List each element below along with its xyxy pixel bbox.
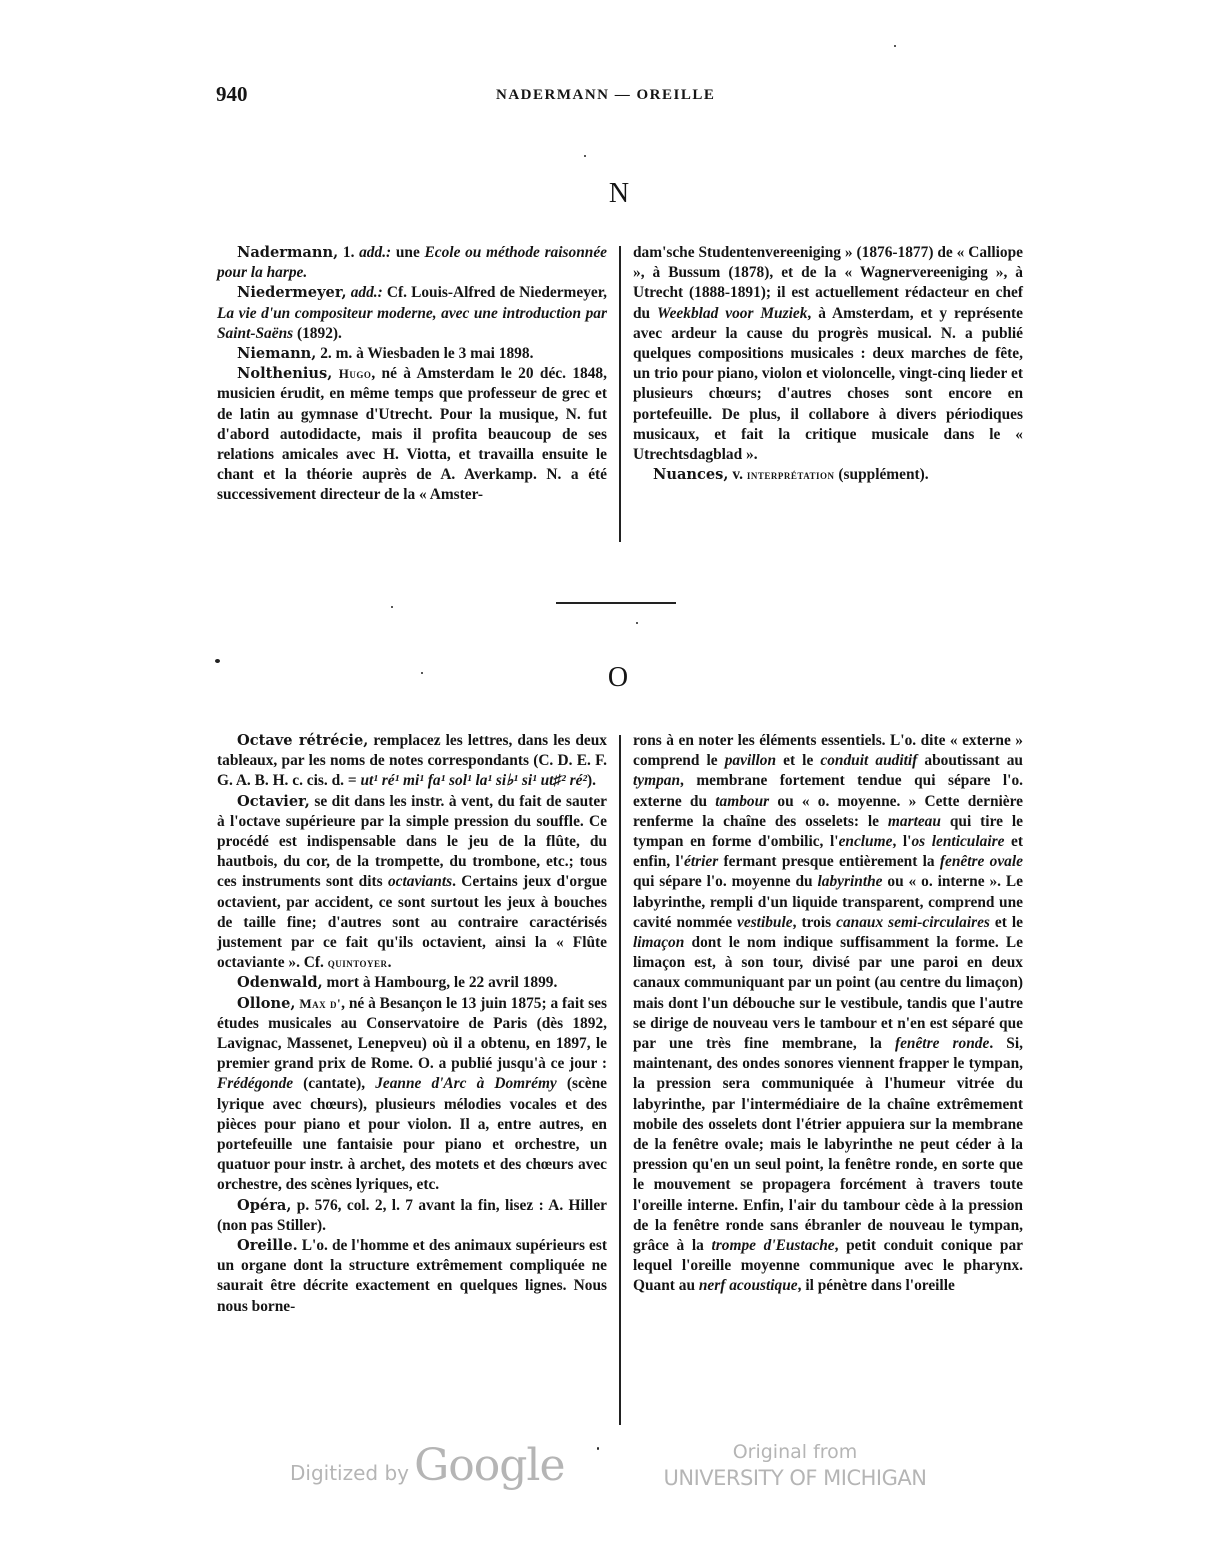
- section-o-left-column: [217, 731, 607, 1317]
- dictionary-entry: [633, 731, 1023, 1297]
- entry-headword: Octave rétrécie,: [237, 732, 369, 749]
- entry-text: (1892).: [293, 324, 342, 342]
- entry-headword: Odenwald,: [237, 974, 323, 992]
- dictionary-entry: [633, 243, 1023, 465]
- entry-italic-text: os lenticulaire: [911, 833, 1005, 851]
- speck: [391, 606, 393, 608]
- speck: [215, 659, 220, 663]
- entry-text: et enfin, l': [633, 833, 1024, 871]
- entry-headword: Octavier,: [237, 792, 310, 810]
- entry-italic-text: La vie d'un compositeur moderne, avec une introduction par Saint-Saëns: [217, 304, 607, 342]
- entry-italic-text: nerf acoustique: [698, 1277, 798, 1295]
- entry-text: Cf. Louis-Alfred de Niedermeyer,: [382, 284, 607, 302]
- entry-italic-text: add.:: [350, 284, 383, 302]
- entry-text: fermant presque entièrement la: [718, 853, 940, 871]
- entry-text: mort à Hambourg, le 22 avril 1899.: [322, 974, 558, 992]
- dictionary-entry: [217, 364, 607, 505]
- entry-italic-text: canaux semi-circulaires: [836, 913, 990, 931]
- speck: [421, 672, 423, 674]
- entry-italic-text: Ecole ou méthode raisonnée pour la harpe.: [217, 244, 607, 282]
- entry-italic-text: tambour: [715, 792, 770, 810]
- entry-small-caps-text: interprétation: [746, 467, 835, 483]
- dictionary-entry: [217, 344, 607, 364]
- entry-text: , il pénètre dans l'oreille: [797, 1277, 955, 1295]
- entry-headword: Niedermeyer,: [237, 284, 347, 302]
- entry-text: , né à Amsterdam le 20 déc. 1848, musicien érudit, en même temps que professeur de grec et de latin au gymnase d'Utrecht. Pour la musique, N. fut d'abord autodidacte, mais il profita beaucoup de ses relations amicales avec H. Viotta, et travailla ensuite le chant et la théorie auprès de A. Averkamp. N. a été successivement directeur de la « Amster-: [217, 365, 607, 504]
- entry-text: p. 576, col. 2, l. 7 avant la fin, lisez : A. Hiller (non pas Stiller).: [217, 1196, 607, 1234]
- running-head: NADERMANN — OREILLE: [496, 87, 716, 103]
- entry-italic-text: conduit auditif: [820, 752, 918, 770]
- speck: [894, 45, 896, 47]
- entry-text: ).: [587, 772, 597, 790]
- entry-text: , membrane fortement tendue qui sépare l'o. externe du: [633, 772, 1023, 810]
- entry-italic-text: Jeanne d'Arc à Domrémy: [375, 1075, 557, 1093]
- entry-headword: Nolthenius,: [237, 365, 333, 383]
- entry-text: remplacez les lettres, dans les deux tableaux, par les noms de notes correspondants (C. D. E. F. G. A. B. H. c. cis. d. =: [217, 732, 607, 790]
- section-n-left-column: [217, 243, 607, 506]
- section-letter-o: O: [607, 662, 629, 693]
- speck: [597, 1447, 599, 1450]
- entry-italic-text: fenêtre ronde: [894, 1035, 990, 1053]
- entry-text: L'o. de l'homme et des animaux supérieurs est un organe dont la structure extrêmement compliquée ne saurait être décrite exactement en quelques lignes. Nous nous borne-: [217, 1237, 607, 1315]
- entry-italic-text: enclume: [838, 833, 893, 851]
- entry-headword: Oreille.: [237, 1237, 298, 1255]
- entry-text: 1.: [338, 244, 360, 261]
- entry-italic-text: limaçon: [633, 934, 685, 952]
- column-divider: [619, 735, 621, 1425]
- entry-text: , l': [892, 833, 912, 851]
- dictionary-entry: [217, 1196, 607, 1236]
- entry-text: . Certains jeux d'orgue octavient, par accident, ce sont surtout les jeux à bouches de taille fine; d'autres sont au contraire caractérisés justement par ce fait qu'ils octavient, ainsi la « Flûte octaviante ». Cf.: [217, 873, 607, 972]
- university-name: UNIVERSITY OF MICHIGAN: [663, 1466, 927, 1490]
- digitized-prefix: Digitized by: [290, 1461, 409, 1485]
- entry-text: . Si, maintenant, des ondes sonores viennent frapper le tympan, la pression sera communiquée à l'humeur vitrée du labyrinthe, par l'intermédiaire de la chaîne extrêmement mobile des osselets dont l'étrier appuiera sur la membrane de la fenêtre ovale; mais le labyrinthe ne peut céder à la pression qu'en un seul point, la fenêtre ronde, en sorte que le mouvement se propagera forcément à travers toute l'oreille interne. Enfin, l'air du tambour cède à la pression de la fenêtre ronde sans ébranler de nouveau le tympan, grâce à la: [633, 1035, 1023, 1255]
- entry-text: (supplément).: [834, 466, 929, 484]
- page-number: 940: [216, 82, 248, 106]
- entry-text: dont le nom indique suffisamment la forme. Le limaçon est, à son tour, divisé par une paroi en deux canaux communiquant par un point (au centre du limaçon) mais dont l'un débouche sur le vestibule, tandis que l'autre se dirige de nouveau vers le tambour et n'en est séparé que par une très fine membrane, la: [633, 934, 1023, 1053]
- entry-text: dam'sche Studentenvereeniging » (1876-1877) de « Calliope », à Bussum (1878), et de la « Wagnervereeniging », à Utrecht (1888-1891); il est actuellement rédacteur en chef du: [633, 244, 1023, 322]
- entry-italic-text: fenêtre ovale: [939, 853, 1023, 871]
- entry-text: , à Amsterdam, et y représente avec ardeur la cause du progrès musical. N. a publié quelques compositions musicales : deux marches de fête, un trio pour piano, violon et violoncelle, vingt-cinq lieder et plusieurs chœurs; d'autres choses sont encore en portefeuille. De plus, il collabore à divers périodiques musicaux, et fait la critique musicale dans le « Utrechtsdagblad ».: [633, 304, 1023, 464]
- entry-small-caps-text: quintoyer: [327, 955, 388, 971]
- entry-italic-text: marteau: [887, 812, 941, 830]
- entry-italic-text: octaviants: [387, 873, 453, 891]
- dictionary-entry: [217, 731, 607, 792]
- section-n-right-column: [633, 243, 1023, 485]
- dictionary-entry: [217, 283, 607, 344]
- entry-headword: Nadermann,: [237, 244, 339, 261]
- entry-italic-text: pavillon: [724, 752, 777, 770]
- entry-italic-text: labyrinthe: [817, 873, 883, 891]
- section-o-right-column: [633, 731, 1023, 1297]
- entry-small-caps-text: Hugo: [338, 366, 372, 382]
- original-from-label: Original from: [732, 1441, 858, 1463]
- entry-text: et le: [776, 752, 821, 770]
- entry-text: rons à en noter les éléments essentiels. L'o. dite « externe » comprend le: [633, 732, 1023, 770]
- column-divider: [619, 246, 621, 542]
- entry-italic-text: add.:: [359, 244, 392, 261]
- entry-text: qui tire le tympan en forme d'ombilic, l': [633, 812, 1023, 851]
- entry-italic-text: tympan: [633, 772, 681, 790]
- section-separator-rule: [556, 602, 676, 604]
- dictionary-entry: [217, 1236, 607, 1317]
- entry-text: et le: [989, 913, 1024, 931]
- entry-italic-text: vestibule: [737, 913, 793, 931]
- entry-text: 2. m. à Wiesbaden le 3 mai 1898.: [316, 345, 534, 363]
- entry-text: , trois: [792, 913, 837, 931]
- entry-text: .: [387, 954, 392, 972]
- entry-headword: Ollone,: [237, 994, 296, 1012]
- dictionary-entry: [217, 792, 607, 974]
- entry-text: ou « o. moyenne. » Cette dernière renferme la chaîne des osselets: le: [633, 792, 1023, 830]
- entry-text: qui sépare l'o. moyenne du: [633, 873, 818, 891]
- speck: [584, 155, 586, 157]
- entry-text: ou « o. interne ». Le labyrinthe, rempli d'un liquide transparent, comprend une cavité nommée: [633, 873, 1023, 931]
- entry-text: , né à Besançon le 13 juin 1875; a fait ses études musicales au Conservatoire de Paris (dès 1892, Lavignac, Massenet, Lenepveu) où il a obtenu, en 1897, le premier grand prix de Rome. O. a publié jusqu'à ce jour :: [217, 994, 607, 1073]
- speck: [636, 622, 638, 624]
- original-from-watermark: [660, 1440, 930, 1492]
- entry-text: , petit conduit conique par lequel l'oreille moyenne communique avec le pharynx. Quant au: [633, 1237, 1023, 1295]
- digitized-by-google-watermark: [290, 1440, 565, 1491]
- entry-text: (scène lyrique avec chœurs), plusieurs mélodies vocales et des pièces pour piano et pour violon. Il a, entre autres, en portefeuille une fantaisie pour piano et orchestre, un quatuor pour instr. à archet, des motets et des chœurs avec orchestre, des scènes lyriques, etc.: [217, 1075, 608, 1194]
- entry-text: (cantate),: [293, 1075, 376, 1093]
- section-letter-n: N: [608, 178, 630, 209]
- entry-italic-text: Frédégonde: [217, 1075, 294, 1093]
- entry-text: se dit dans les instr. à vent, du fait de sauter à l'octave supérieure par la simple pression du souffle. Ce procédé est indispensable dans le jeu de la flûte, du hautbois, du cor, de la trompette, du trombone, etc.; tous ces instruments sont dits: [217, 792, 607, 891]
- entry-italic-text: trompe d'Eustache: [711, 1237, 835, 1255]
- entry-text: une: [391, 244, 425, 261]
- entry-italic-text: étrier: [684, 853, 719, 871]
- dictionary-entry: [217, 243, 607, 283]
- google-wordmark: Google: [414, 1440, 565, 1491]
- dictionary-entry: [633, 465, 1023, 485]
- entry-small-caps-text: Max d': [299, 995, 342, 1011]
- dictionary-entry: [217, 973, 607, 993]
- dictionary-entry: [217, 994, 607, 1196]
- entry-text: aboutissant au: [917, 752, 1023, 770]
- entry-italic-text: ut¹ ré¹ mi¹ fa¹ sol¹ la¹ si♭¹ si¹ ut♯² ré²: [360, 772, 588, 790]
- entry-text: v.: [728, 466, 747, 484]
- entry-italic-text: Weekblad voor Muziek: [657, 304, 808, 322]
- entry-headword: Nuances,: [653, 466, 729, 484]
- entry-headword: Opéra,: [237, 1196, 292, 1214]
- entry-headword: Niemann,: [237, 345, 317, 363]
